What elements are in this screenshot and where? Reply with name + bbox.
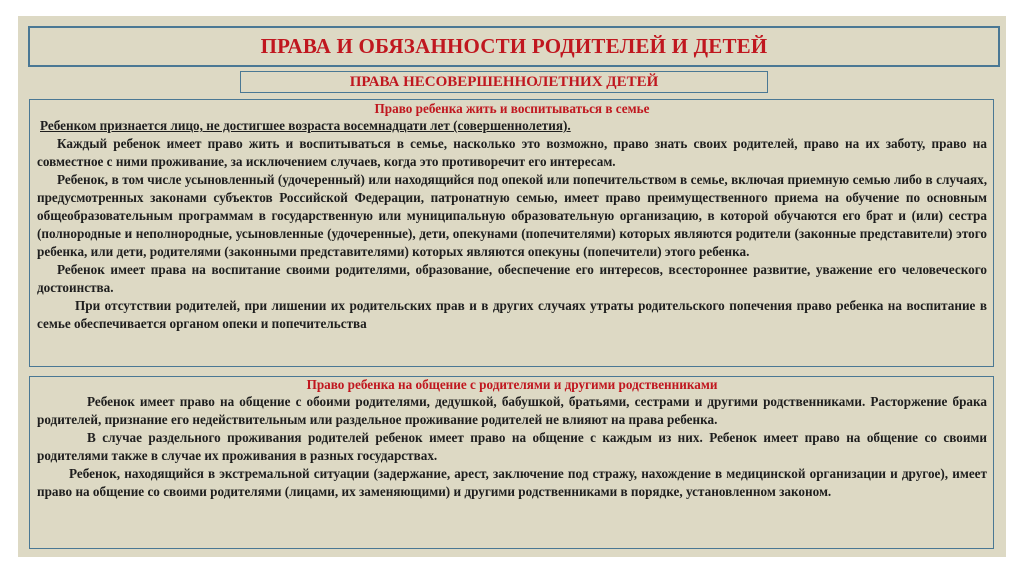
- section-subtitle: [240, 71, 768, 93]
- paragraph: Ребенок, находящийся в экстремальной ситуации (задержание, арест, заключение под стражу, нахождение в медицинской организации и другое), имеет право на общение со своими родителями (лицами, их заменяющими) и другими родственниками в порядке, установленном законом.: [37, 466, 987, 499]
- section-heading: Право ребенка на общение с родителями и другими родственниками: [306, 377, 718, 392]
- page-title-text: ПРАВА И ОБЯЗАННОСТИ РОДИТЕЛЕЙ И ДЕТЕЙ: [260, 34, 768, 58]
- section-right-to-communication: [29, 376, 994, 549]
- paragraph: Ребенок, в том числе усыновленный (удочеренный) или находящийся под опекой или попечительством в семье, включая приемную семью либо в случаях, предусмотренных законами субъектов Российской Федерации, патронатную семью, имеет право преимущественного приема на обучение по основным общеобразовательным программам в государственную или муниципальную образовательную организацию, в которой обучаются его брат и (или) сестра (полнородные и неполнородные, усыновленные (удочеренные), дети, опекунами (попечителями) которых являются родители (законные представители) этого ребенка, или дети, родителями (законными представителями) которых являются опекуны (попечители) этого ребенка.: [37, 172, 987, 259]
- paragraph: Каждый ребенок имеет право жить и воспитываться в семье, насколько это возможно, право знать своих родителей, право на их заботу, право на совместное с ними проживание, за исключением случаев, когда это противоречит его интересам.: [37, 136, 987, 169]
- section-right-to-family: [29, 99, 994, 367]
- definition-line: Ребенком признается лицо, не достигшее возраста восемнадцати лет (совершеннолетия).: [40, 118, 571, 133]
- section-subtitle-text: ПРАВА НЕСОВЕРШЕННОЛЕТНИХ ДЕТЕЙ: [349, 73, 659, 90]
- page-title: [28, 26, 1000, 67]
- paragraph: Ребенок имеет право на общение с обоими родителями, дедушкой, бабушкой, братьями, сестрами и другими родственниками. Расторжение брака родителей, признание его недействительным или раздельное проживание родителей не влияют на права ребенка.: [37, 394, 987, 427]
- section-heading: Право ребенка жить и воспитываться в семье: [374, 101, 650, 116]
- paragraph: Ребенок имеет права на воспитание своими родителями, образование, обеспечение его интересов, всестороннее развитие, уважение его человеческого достоинства.: [37, 262, 987, 295]
- paragraph: При отсутствии родителей, при лишении их родительских прав и в других случаях утраты родительского попечения право ребенка на воспитание в семье обеспечивается органом опеки и попечительства: [37, 298, 987, 331]
- paragraph: В случае раздельного проживания родителей ребенок имеет право на общение с каждым из них. Ребенок имеет право на общение со своими родителями также в случае их проживания в разных государствах.: [37, 430, 987, 463]
